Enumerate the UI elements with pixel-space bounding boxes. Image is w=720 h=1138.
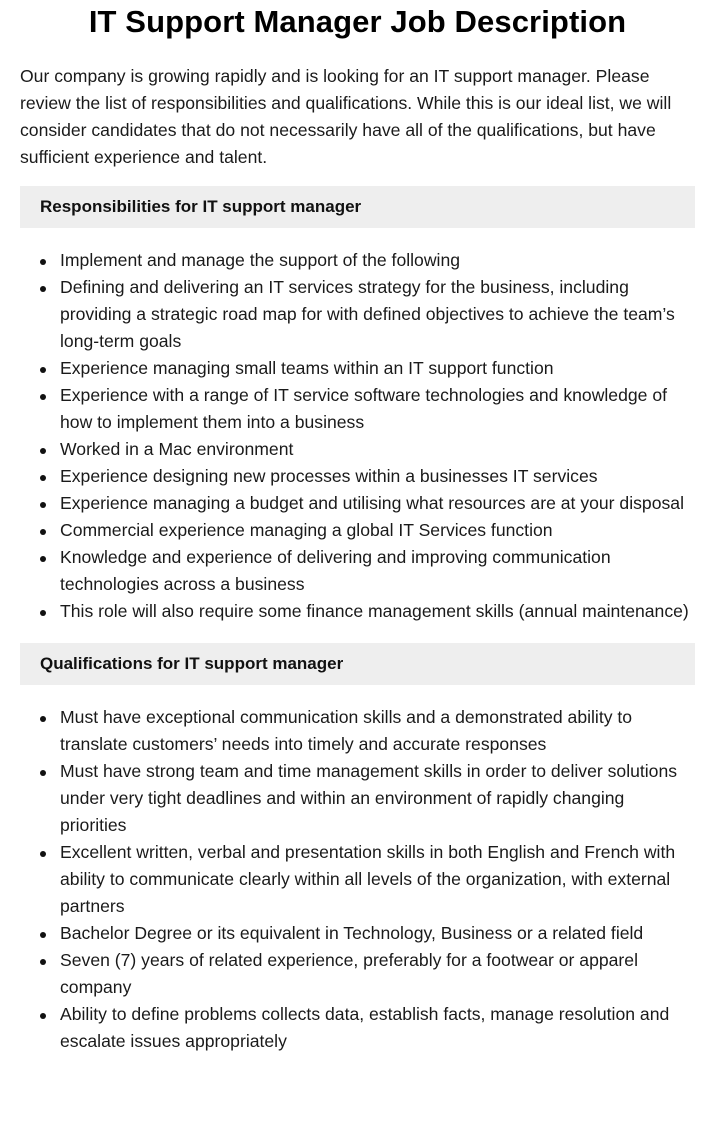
- bullet-icon: [40, 716, 46, 722]
- bullet-icon: [40, 1013, 46, 1019]
- bullet-icon: [40, 959, 46, 965]
- bullet-icon: [40, 851, 46, 857]
- list-item-text: Seven (7) years of related experience, preferably for a footwear or apparel company: [60, 950, 638, 997]
- list-item-text: Implement and manage the support of the following: [60, 250, 461, 270]
- list-item: [60, 517, 695, 544]
- list-item-text: Excellent written, verbal and presentation skills in both English and French with ability to communicate clearly within all levels of the organization, with external partners: [60, 842, 676, 916]
- list-item: [60, 947, 695, 1001]
- list-item-text: This role will also require some finance management skills (annual maintenance): [60, 601, 689, 621]
- bullet-icon: [40, 556, 46, 562]
- qualifications-heading: Qualifications for IT support manager: [20, 643, 695, 685]
- list-item: [60, 247, 695, 274]
- list-item: [60, 490, 695, 517]
- bullet-icon: [40, 932, 46, 938]
- bullet-icon: [40, 448, 46, 454]
- list-item-text: Knowledge and experience of delivering and improving communication technologies across a business: [60, 547, 611, 594]
- list-item: [60, 920, 695, 947]
- list-item: [60, 382, 695, 436]
- bullet-icon: [40, 770, 46, 776]
- list-item: [60, 544, 695, 598]
- list-item-text: Commercial experience managing a global IT Services function: [60, 520, 553, 540]
- intro-paragraph: Our company is growing rapidly and is looking for an IT support manager. Please review the list of responsibilities and qualifications. While this is our ideal list, we will consider candidates that do not necessarily have all of the qualifications, but have sufficient experience and talent.: [20, 66, 672, 167]
- list-item-text: Experience managing small teams within an IT support function: [60, 358, 554, 378]
- list-item: [60, 1001, 695, 1055]
- list-item-text: Ability to define problems collects data, establish facts, manage resolution and escalate issues appropriately: [60, 1004, 670, 1051]
- list-item: [60, 598, 695, 625]
- list-item: [60, 704, 695, 758]
- bullet-icon: [40, 259, 46, 265]
- responsibilities-list: [20, 247, 695, 625]
- list-item-text: Defining and delivering an IT services strategy for the business, including providing a strategic road map for with defined objectives to achieve the team’s long-term goals: [60, 277, 675, 351]
- bullet-icon: [40, 394, 46, 400]
- list-item: [60, 355, 695, 382]
- list-item-text: Experience with a range of IT service software technologies and knowledge of how to implement them into a business: [60, 385, 668, 432]
- list-item: [60, 436, 695, 463]
- list-item-text: Must have exceptional communication skills and a demonstrated ability to translate customers’ needs into timely and accurate responses: [60, 707, 633, 754]
- list-item-text: Experience designing new processes within a businesses IT services: [60, 466, 598, 486]
- list-item-text: Experience managing a budget and utilising what resources are at your disposal: [60, 493, 684, 513]
- page-title: IT Support Manager Job Description: [88, 4, 627, 39]
- list-item: [60, 463, 695, 490]
- bullet-icon: [40, 610, 46, 616]
- bullet-icon: [40, 286, 46, 292]
- list-item-text: Worked in a Mac environment: [60, 439, 294, 459]
- bullet-icon: [40, 502, 46, 508]
- bullet-icon: [40, 367, 46, 373]
- qualifications-list: [20, 704, 695, 1055]
- bullet-icon: [40, 475, 46, 481]
- list-item: [60, 274, 695, 355]
- list-item: [60, 758, 695, 839]
- list-item: [60, 839, 695, 920]
- bullet-icon: [40, 529, 46, 535]
- list-item-text: Must have strong team and time management skills in order to deliver solutions under very tight deadlines and within an environment of rapidly changing priorities: [60, 761, 678, 835]
- list-item-text: Bachelor Degree or its equivalent in Technology, Business or a related field: [60, 923, 644, 943]
- responsibilities-heading: Responsibilities for IT support manager: [20, 186, 695, 228]
